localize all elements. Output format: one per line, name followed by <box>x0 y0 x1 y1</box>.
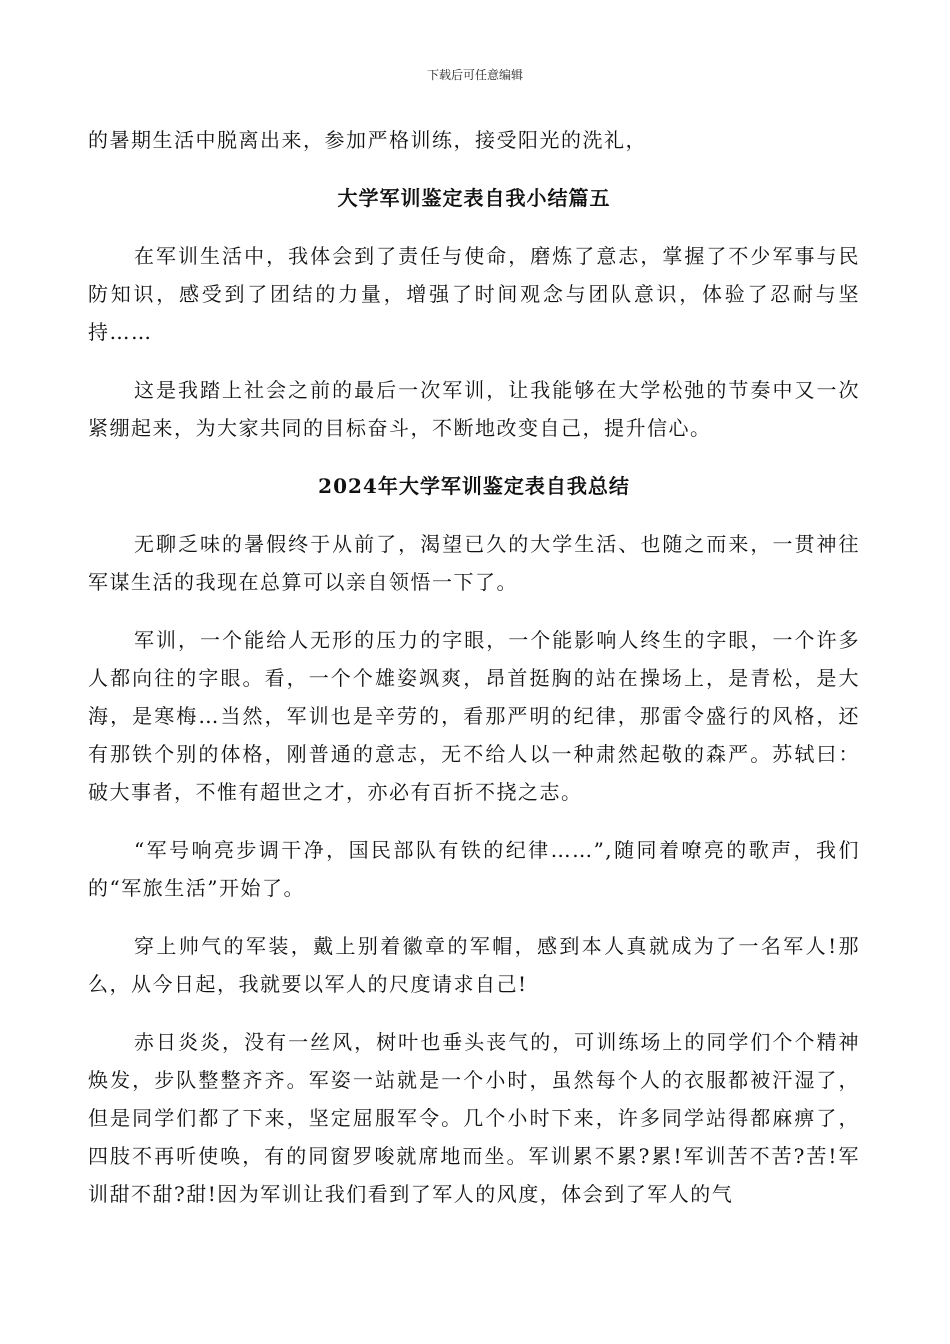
paragraph-7: 赤日炎炎，没有一丝风，树叶也垂头丧气的，可训练场上的同学们个个精神焕发，步队整整齐齐。军姿一站就是一个小时，虽然每个人的衣服都被汗湿了，但是同学们都了下来，坚定屈服军令。几个小时下来，许多同学站得都麻痹了，四肢不再听使唤，有的同窗罗唆就席地而坐。军训累不累?累!军训苦不苦?苦!军训甜不甜?甜!因为军训让我们看到了军人的风度，体会到了军人的气 <box>88 1030 860 1206</box>
document-body <box>88 121 860 1233</box>
section-heading-2: 2024年大学军训鉴定表自我总结 <box>318 474 630 498</box>
paragraph-6: 穿上帅气的军装，戴上别着徽章的军帽，感到本人真就成为了一名军人!那么，从今日起，我就要以军人的尺度请求自己! <box>88 934 860 996</box>
header-note: 下载后可任意编辑 <box>426 68 523 82</box>
paragraph-2: 这是我踏上社会之前的最后一次军训，让我能够在大学松弛的节奏中又一次紧绷起来，为大家共同的目标奋斗，不断地改变自己，提升信心。 <box>88 378 860 440</box>
paragraph-5: “军号响亮步调干净，国民部队有铁的纪律……”,随同着嘹亮的歌声，我们的“军旅生活”开始了。 <box>88 838 860 900</box>
lead-paragraph: 的暑期生活中脱离出来，参加严格训练，接受阳光的洗礼， <box>88 128 647 152</box>
paragraph-1: 在军训生活中，我体会到了责任与使命，磨炼了意志，掌握了不少军事与民防知识，感受到了团结的力量，增强了时间观念与团队意识，体验了忍耐与坚持…… <box>88 244 860 344</box>
paragraph-3: 无聊乏味的暑假终于从前了，渴望已久的大学生活、也随之而来，一贯神往军谋生活的我现在总算可以亲自领悟一下了。 <box>88 532 860 594</box>
section-heading-1: 大学军训鉴定表自我小结篇五 <box>337 186 611 210</box>
paragraph-4: 军训，一个能给人无形的压力的字眼，一个能影响人终生的字眼，一个许多人都向往的字眼。看，一个个雄姿飒爽，昂首挺胸的站在操场上，是青松，是大海，是寒梅…当然，军训也是辛劳的，看那严明的纪律，那雷令盛行的风格，还有那铁个别的体格，刚普通的意志，无不给人以一种肃然起敬的森严。苏轼曰：破大事者，不惟有超世之才，亦必有百折不挠之志。 <box>88 628 860 804</box>
